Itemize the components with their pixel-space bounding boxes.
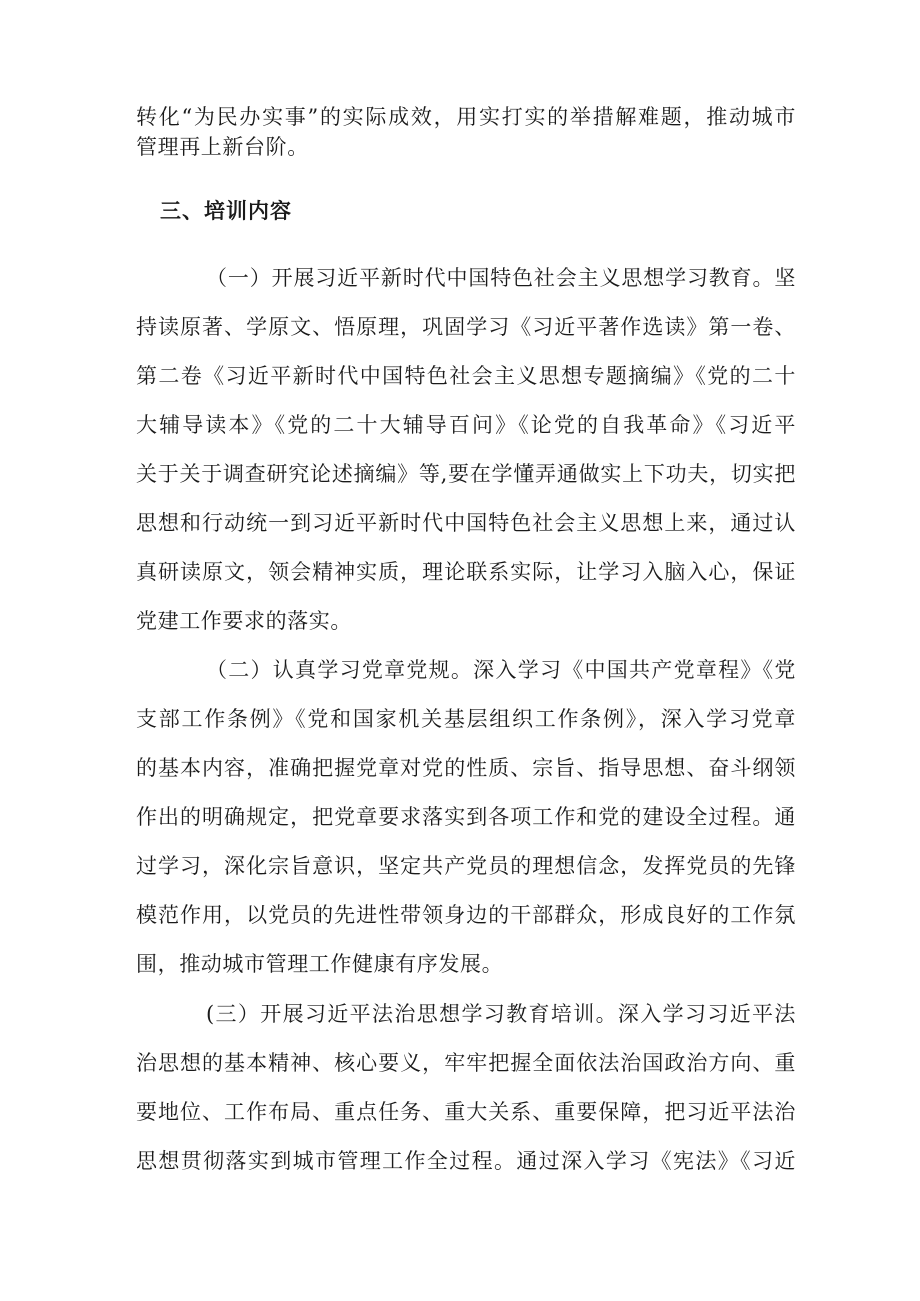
para1-line-2: 持读原著、学原文、悟原理，巩固学习《习近平著作选读》第一卷、 [136, 315, 796, 339]
para1-line-3: 第二卷《习近平新时代中国特色社会主义思想专题摘编》《党的二十 [136, 364, 796, 388]
para1-line-7: 真研读原文，领会精神实质，理论联系实际，让学习入脑入心，保证 [136, 560, 796, 584]
para1-line-1: （一）开展习近平新时代中国特色社会主义思想学习教育。坚 [206, 266, 796, 290]
para3-line-4: 思想贯彻落实到城市管理工作全过程。通过深入学习《宪法》《习近 [136, 1149, 796, 1173]
para1-line-4: 大辅导读本》《党的二十大辅导百问》《论党的自我革命》《习近平 [136, 413, 796, 437]
para3-line-3: 要地位、工作布局、重点任务、重大关系、重要保障，把习近平法治 [136, 1100, 796, 1124]
intro-line-1: 转化“为民办实事”的实际成效，用实打实的举措解难题，推动城市 [136, 105, 796, 129]
para2-line-7: 围，推动城市管理工作健康有序发展。 [136, 952, 504, 976]
para1-line-6: 思想和行动统一到习近平新时代中国特色社会主义思想上来，通过认 [136, 511, 796, 535]
para2-line-2: 支部工作条例》《党和国家机关基层组织工作条例》，深入学习党章 [136, 707, 796, 731]
para2-line-6: 模范作用，以党员的先进性带领身边的干部群众，形成良好的工作氛 [136, 903, 796, 927]
intro-line-2: 管理再上新台阶。 [136, 135, 309, 159]
para2-line-1: （二）认真学习党章党规。深入学习《中国共产党章程》《党 [206, 658, 796, 682]
para1-line-5: 关于关于调查研究论述摘编》等,要在学懂弄通做实上下功夫，切实把 [136, 462, 796, 486]
para2-line-3: 的基本内容，准确把握党章对党的性质、宗旨、指导思想、奋斗纲领 [136, 756, 796, 780]
para3-line-2: 治思想的基本精神、核心要义，牢牢把握全面依法治国政治方向、重 [136, 1051, 796, 1075]
para1-line-8: 党建工作要求的落实。 [136, 609, 352, 633]
para3-line-1: (三）开展习近平法治思想学习教育培训。深入学习习近平法 [206, 1002, 796, 1026]
para2-line-5: 过学习，深化宗旨意识，坚定共产党员的理想信念，发挥党员的先锋 [136, 854, 796, 878]
para2-line-4: 作出的明确规定，把党章要求落实到各项工作和党的建设全过程。通 [136, 805, 796, 829]
section-heading: 三、培训内容 [160, 199, 292, 223]
